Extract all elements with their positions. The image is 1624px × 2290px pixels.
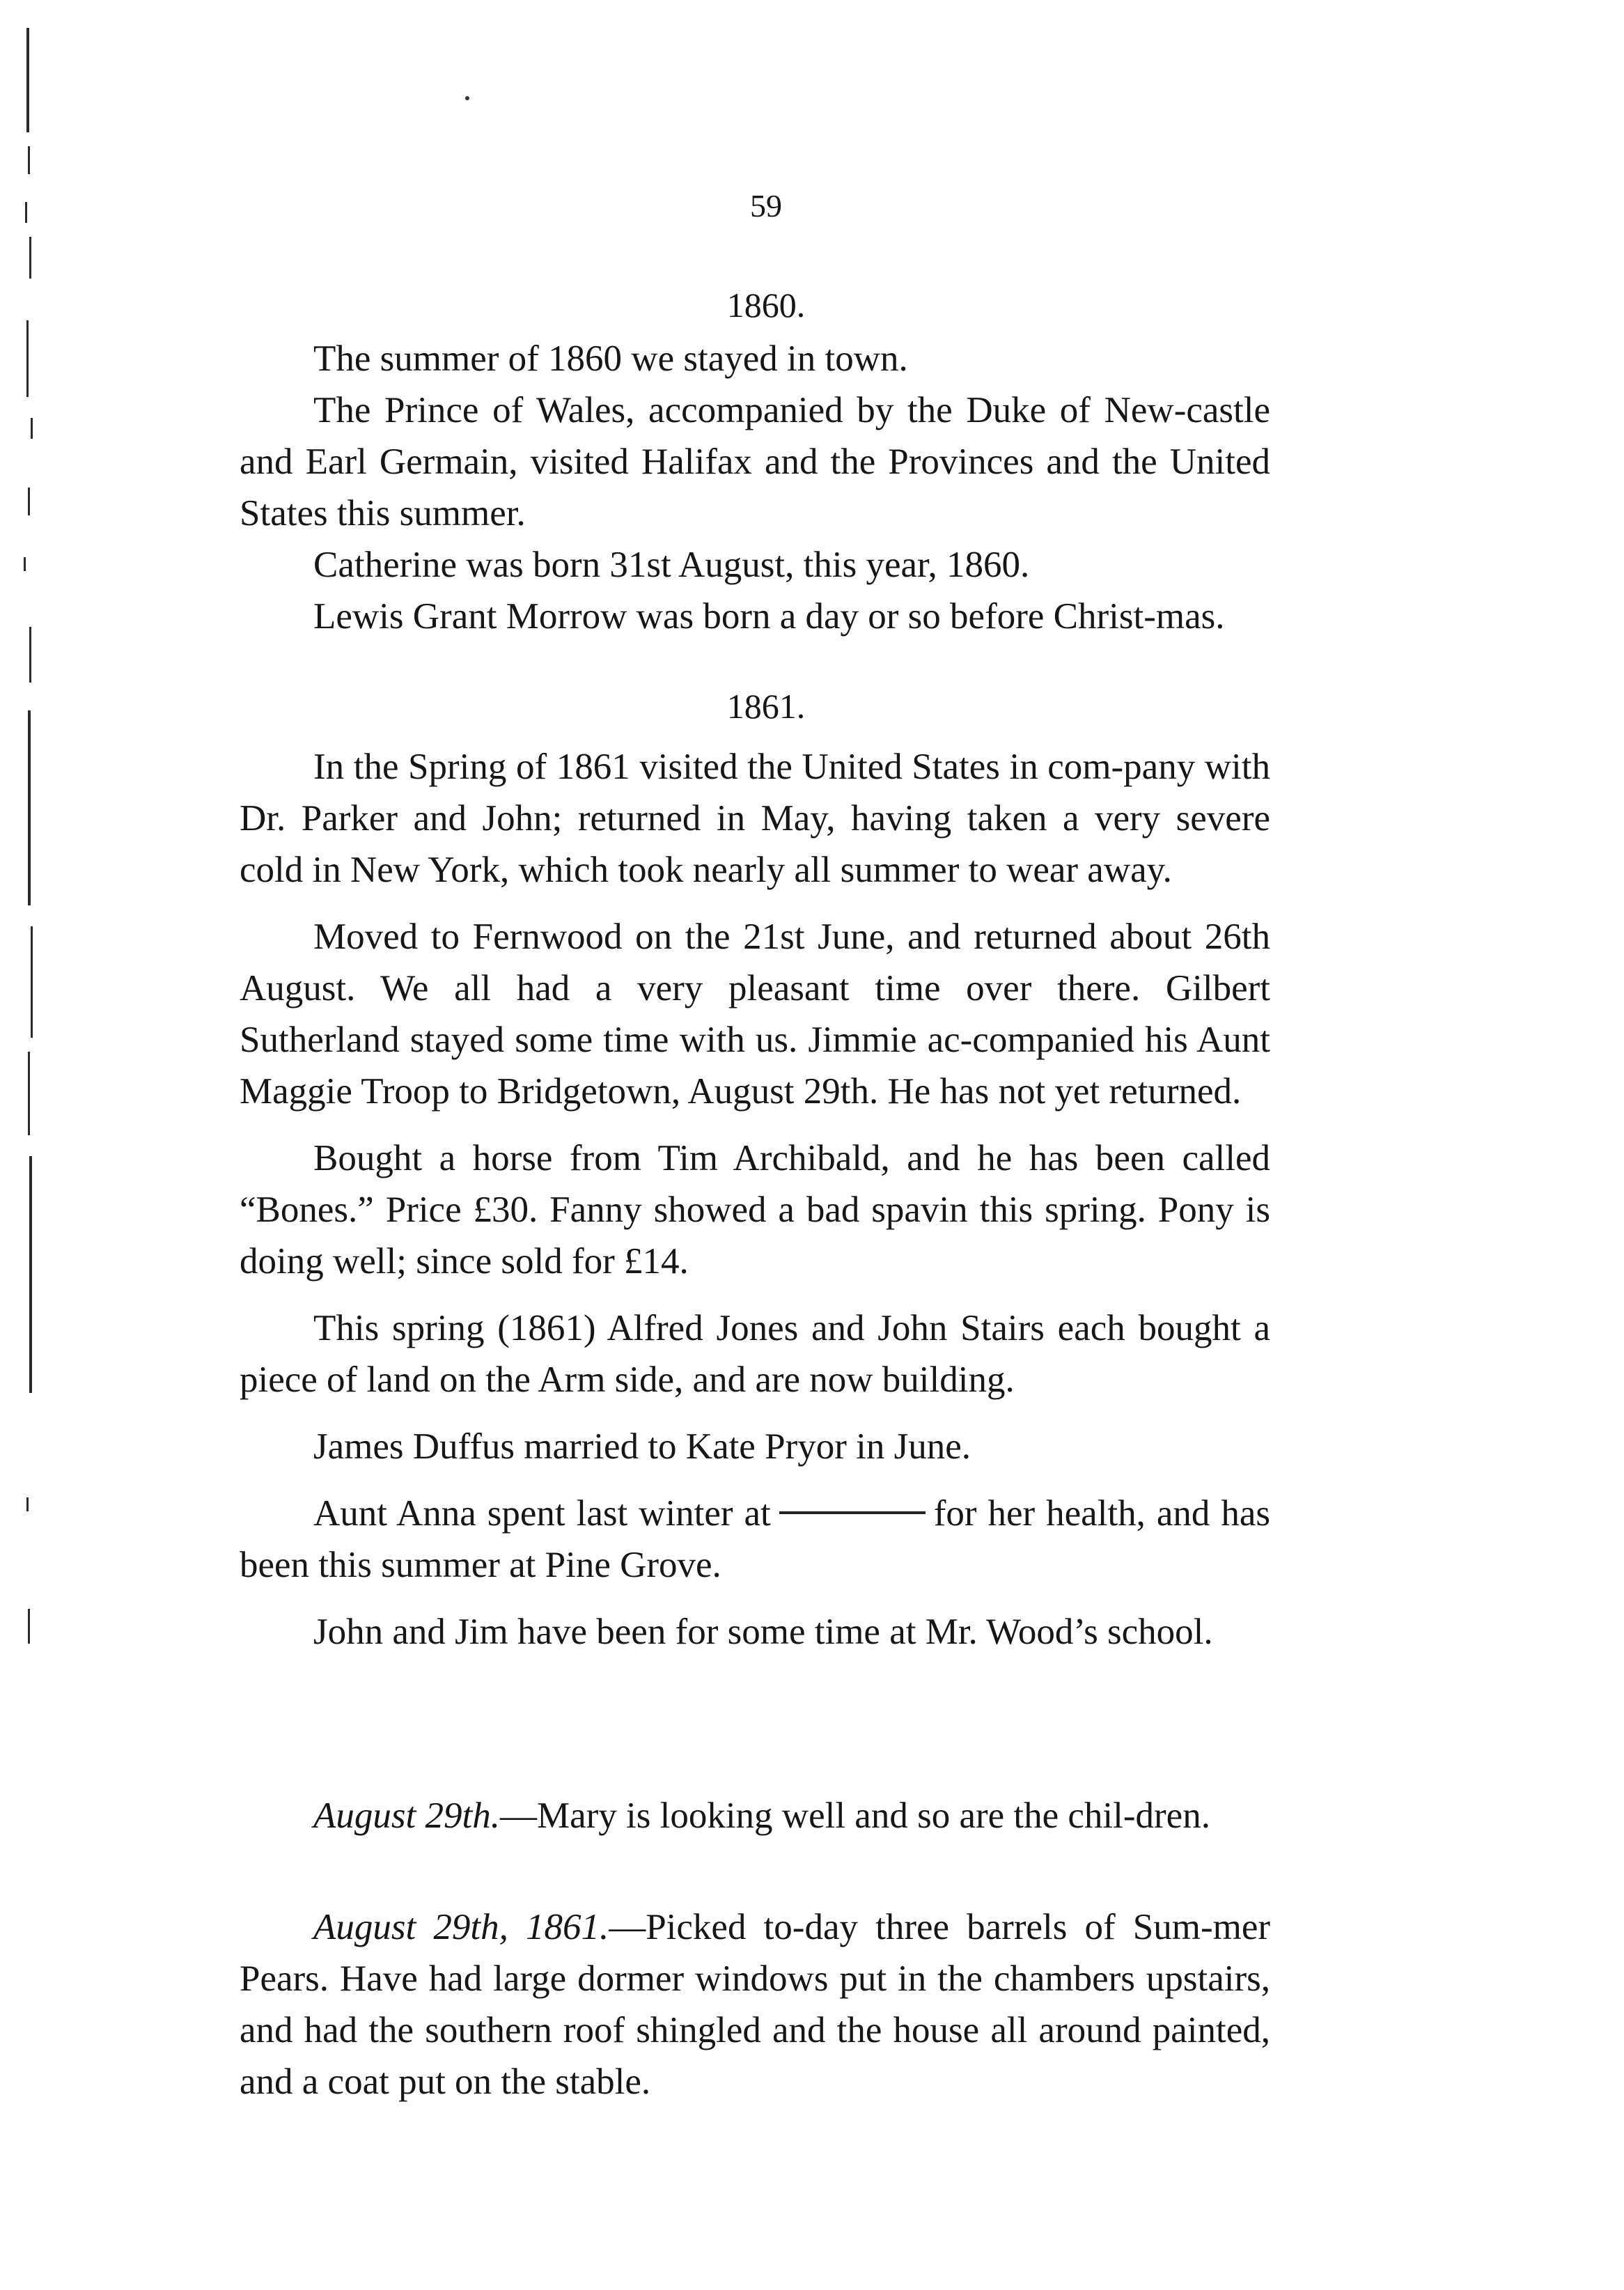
entry-text: —Mary is looking well and so are the chil-dren. (499, 1796, 1210, 1836)
entry-date: August 29th. (313, 1796, 500, 1836)
year-heading-1860: 1860. (726, 286, 806, 325)
dated-entry (240, 1901, 1270, 2108)
paragraph: Moved to Fernwood on the 21st June, and returned about 26th August. We all had a very pleasant time over there. Gilbert Sutherland stayed some time with us. Jimmie ac-companied his Aunt Maggie Troop to Bridgetown, August 29th. He has not yet returned. (240, 917, 1270, 1112)
paragraph: Bought a horse from Tim Archibald, and he has been called “Bones.” Price £30. Fanny showed a bad spavin this spring. Pony is doing well; since sold for £14. (240, 1138, 1270, 1282)
dated-entry (240, 1790, 1270, 1841)
paragraph: John and Jim have been for some time at Mr. Wood’s school. (313, 1612, 1213, 1652)
paragraph: The Prince of Wales, accompanied by the Duke of New-castle and Earl Germain, visited Halifax and the Provinces and the United States this summer. (240, 390, 1270, 533)
entry-date: August 29th, 1861. (313, 1907, 609, 1947)
dated-entries (240, 1790, 1270, 2167)
paragraph: In the Spring of 1861 visited the United States in com-pany with Dr. Parker and John; returned in May, having taken a very severe cold in New York, which took nearly all summer to wear away. (240, 747, 1270, 890)
entry-text: —Picked to-day three barrels of Sum-mer Pears. Have had large dormer windows put in the chambers upstairs, and had the southern roof shingled and the house all around painted, and a coat put on the stable. (240, 1907, 1270, 2102)
section-1861 (240, 741, 1270, 1673)
aunt-anna-text-before: Aunt Anna spent last winter at (313, 1493, 771, 1534)
scan-speck (465, 96, 469, 100)
paragraph: Lewis Grant Morrow was born a day or so before Christ-mas. (313, 596, 1225, 637)
paragraph: The summer of 1860 we stayed in town. (313, 338, 908, 379)
aunt-anna-text-after: for her health, and has been this summer at Pine Grove. (240, 1493, 1270, 1585)
blank-dash-rule (779, 1511, 926, 1514)
year-heading-1861: 1861. (726, 687, 806, 726)
page-number: 59 (750, 188, 782, 224)
paragraph: Catherine was born 31st August, this year, 1860. (313, 545, 1030, 585)
scan-gutter-marks (19, 28, 61, 1727)
paragraph: This spring (1861) Alfred Jones and John Stairs each bought a piece of land on the Arm side, and are now building. (240, 1308, 1270, 1400)
paragraph: James Duffus married to Kate Pryor in June. (313, 1426, 971, 1467)
paragraph-aunt-anna (240, 1488, 1270, 1591)
section-1860 (240, 333, 1270, 642)
